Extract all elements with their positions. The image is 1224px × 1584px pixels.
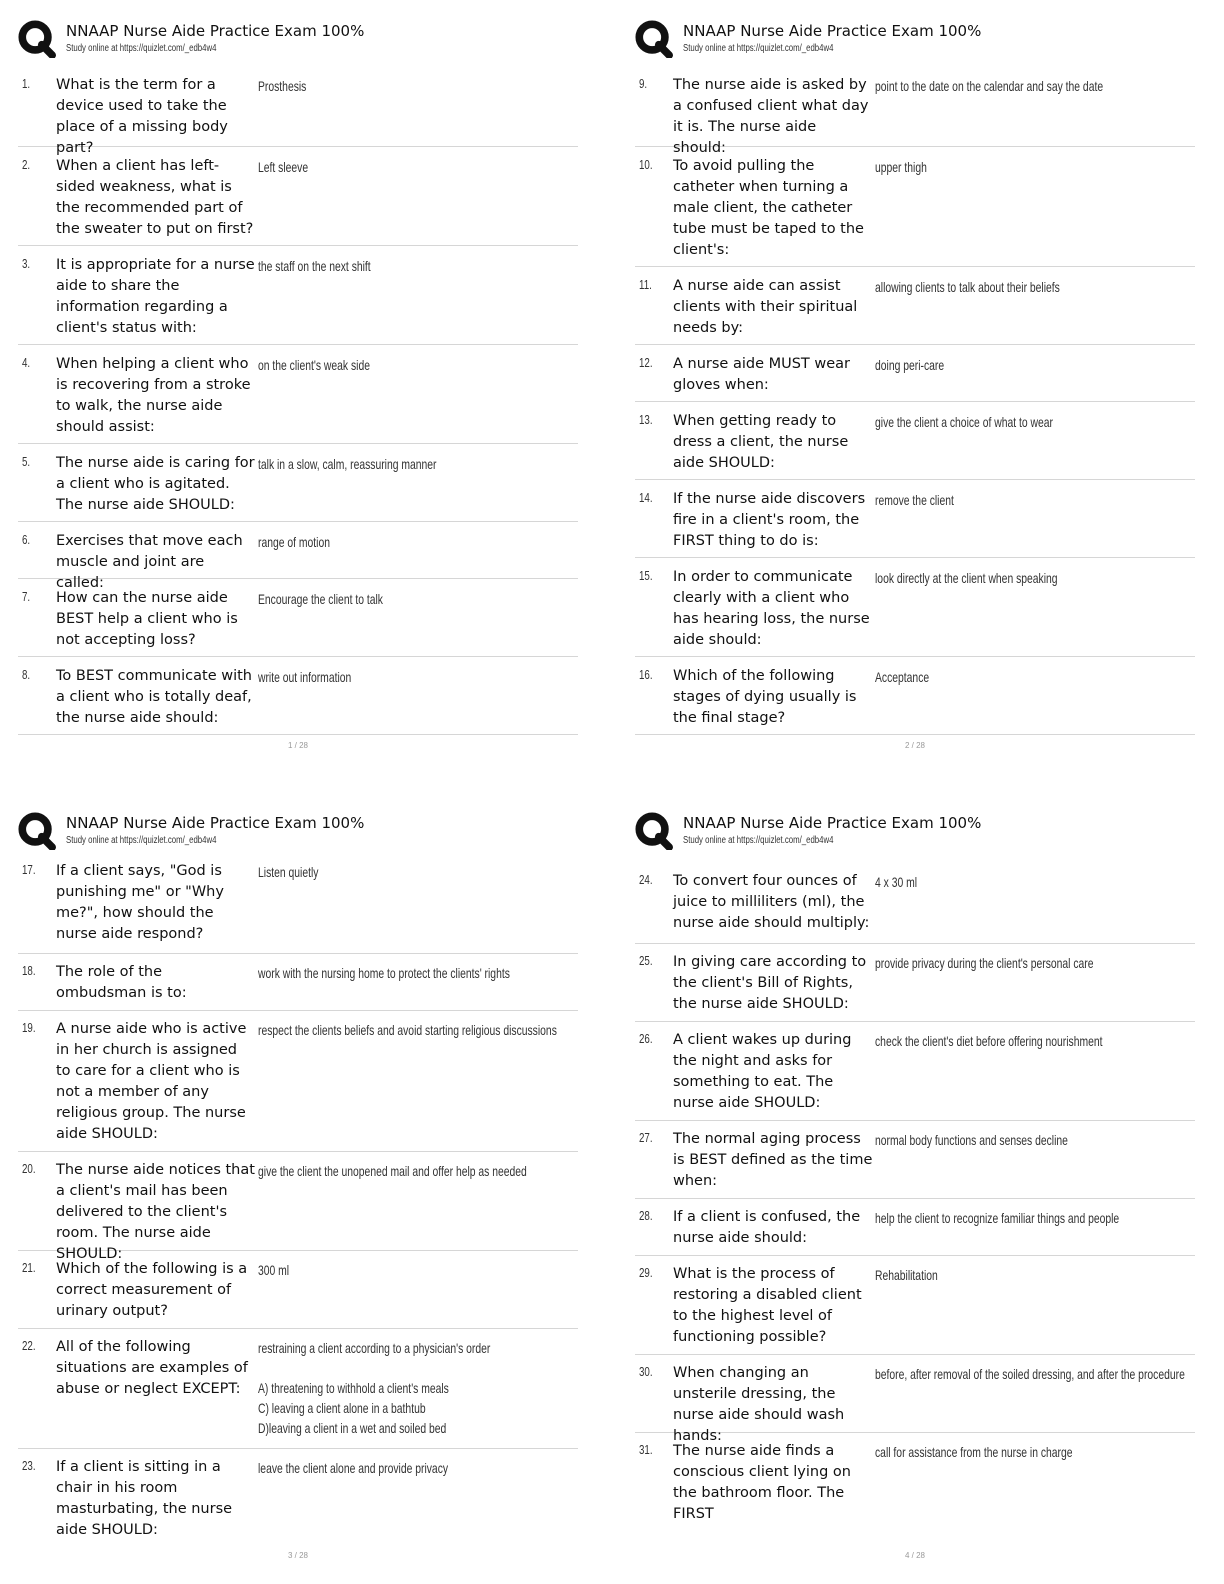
flashcard-row bbox=[18, 444, 578, 522]
card-number: 25. bbox=[639, 953, 653, 968]
card-term: When a client has left-sided weakness, what is the recommended part of the sweater to put on first? bbox=[56, 158, 254, 237]
card-number: 10. bbox=[639, 157, 653, 172]
flashcard-row bbox=[635, 1199, 1195, 1256]
flashcard-row bbox=[635, 480, 1195, 558]
flashcard-row bbox=[635, 657, 1195, 735]
flashcard-row bbox=[18, 345, 578, 444]
card-term: What is the term for a device used to take the place of a missing body part? bbox=[56, 77, 228, 156]
flashcard-row bbox=[635, 1121, 1195, 1199]
card-number: 17. bbox=[22, 862, 36, 877]
card-definition: Encourage the client to talk bbox=[258, 591, 383, 607]
page-title: NNAAP Nurse Aide Practice Exam 100% bbox=[66, 814, 365, 832]
flashcard-row bbox=[18, 1152, 578, 1262]
card-term: When getting ready to dress a client, the nurse aide SHOULD: bbox=[673, 413, 849, 471]
card-definition: write out information bbox=[258, 669, 352, 685]
card-number: 22. bbox=[22, 1338, 36, 1353]
card-definition: doing peri-care bbox=[875, 357, 945, 373]
page-number: 1 / 28 bbox=[287, 741, 308, 750]
card-number: 29. bbox=[639, 1265, 653, 1280]
card-term: To BEST communicate with a client who is totally deaf, the nurse aide should: bbox=[56, 668, 252, 726]
page-number: 3 / 28 bbox=[287, 1551, 308, 1560]
card-term: To avoid pulling the catheter when turning a male client, the catheter tube must be taped to the client's: bbox=[673, 158, 864, 258]
card-term: The role of the ombudsman is to: bbox=[56, 964, 187, 1001]
card-term: The nurse aide is caring for a client who is agitated. The nurse aide SHOULD: bbox=[56, 455, 255, 513]
card-term: The nurse aide finds a conscious client lying on the bathroom floor. The FIRST bbox=[673, 1443, 851, 1522]
card-definition: respect the clients beliefs and avoid starting religious discussions bbox=[258, 1022, 557, 1038]
card-number: 18. bbox=[22, 963, 36, 978]
flashcard-row bbox=[18, 246, 578, 345]
card-term: If a client says, "God is punishing me" or "Why me?", how should the nurse aide respond? bbox=[56, 863, 224, 942]
card-term: The normal aging process is BEST defined as the time when: bbox=[673, 1131, 873, 1189]
flashcard-row bbox=[18, 954, 578, 1011]
card-definition: Acceptance bbox=[875, 669, 930, 685]
card-number: 15. bbox=[639, 568, 653, 583]
card-number: 8. bbox=[22, 667, 31, 682]
card-definition: on the client's weak side bbox=[258, 357, 370, 373]
page-title: NNAAP Nurse Aide Practice Exam 100% bbox=[66, 22, 365, 40]
card-term: A client wakes up during the night and asks for something to eat. The nurse aide SHOULD: bbox=[673, 1032, 852, 1111]
flashcard-row bbox=[635, 1022, 1195, 1121]
flashcard-row bbox=[18, 1011, 578, 1152]
card-number: 31. bbox=[639, 1442, 653, 1457]
card-term: All of the following situations are examples of abuse or neglect EXCEPT: bbox=[56, 1339, 248, 1397]
quizlet-logo-icon bbox=[635, 20, 673, 58]
card-definition: range of motion bbox=[258, 534, 330, 550]
quizlet-logo-icon bbox=[18, 812, 56, 850]
card-number: 6. bbox=[22, 532, 31, 547]
flashcard-row bbox=[18, 66, 578, 156]
flashcard-row bbox=[635, 345, 1195, 402]
card-number: 12. bbox=[639, 355, 653, 370]
card-number: 30. bbox=[639, 1364, 653, 1379]
card-definition: talk in a slow, calm, reassuring manner bbox=[258, 456, 437, 472]
flashcard-row bbox=[635, 858, 1195, 944]
study-link[interactable]: Study online at https://quizlet.com/_edb4w4 bbox=[66, 835, 217, 846]
quizlet-logo-icon bbox=[18, 20, 56, 58]
card-number: 4. bbox=[22, 355, 31, 370]
card-number: 26. bbox=[639, 1031, 653, 1046]
card-definition: restraining a client according to a physician's order A) threatening to withhold a client's meals C) leaving a client alone in a bathtub D)leaving a client in a wet and soiled bed bbox=[258, 1340, 491, 1436]
card-number: 23. bbox=[22, 1458, 36, 1473]
card-number: 2. bbox=[22, 157, 31, 172]
card-term: When changing an unsterile dressing, the nurse aide should wash hands: bbox=[673, 1365, 845, 1444]
card-definition: work with the nursing home to protect the clients' rights bbox=[258, 965, 510, 981]
card-number: 20. bbox=[22, 1161, 36, 1176]
card-number: 14. bbox=[639, 490, 653, 505]
card-number: 5. bbox=[22, 454, 31, 469]
card-definition: before, after removal of the soiled dressing, and after the procedure bbox=[875, 1366, 1185, 1382]
card-term: How can the nurse aide BEST help a client who is not accepting loss? bbox=[56, 590, 238, 648]
card-term: The nurse aide notices that a client's mail has been delivered to the client's room. The nurse aide SHOULD: bbox=[56, 1162, 255, 1262]
flashcard-row bbox=[18, 1251, 578, 1329]
flashcard-row bbox=[635, 1433, 1195, 1522]
flashcard-row bbox=[18, 858, 578, 954]
page-1 bbox=[18, 18, 578, 788]
page-header bbox=[18, 810, 578, 856]
page-3 bbox=[18, 810, 578, 1580]
page-number: 4 / 28 bbox=[904, 1551, 925, 1560]
flashcard-list bbox=[18, 858, 578, 1538]
card-number: 3. bbox=[22, 256, 31, 271]
flashcard-row bbox=[635, 1256, 1195, 1355]
card-number: 24. bbox=[639, 872, 653, 887]
card-definition: allowing clients to talk about their beliefs bbox=[875, 279, 1060, 295]
card-term: A nurse aide MUST wear gloves when: bbox=[673, 356, 851, 393]
card-definition: leave the client alone and provide privacy bbox=[258, 1460, 449, 1476]
card-number: 16. bbox=[639, 667, 653, 682]
card-number: 27. bbox=[639, 1130, 653, 1145]
card-definition: provide privacy during the client's personal care bbox=[875, 955, 1094, 971]
card-term: If a client is confused, the nurse aide should: bbox=[673, 1209, 861, 1246]
flashcard-row bbox=[18, 1329, 578, 1449]
flashcard-row bbox=[18, 657, 578, 735]
flashcard-row bbox=[635, 147, 1195, 267]
flashcard-row bbox=[18, 1449, 578, 1538]
card-number: 21. bbox=[22, 1260, 36, 1275]
page-title: NNAAP Nurse Aide Practice Exam 100% bbox=[683, 22, 982, 40]
card-definition: 4 x 30 ml bbox=[875, 874, 918, 890]
flashcard-row bbox=[635, 402, 1195, 480]
card-term: Which of the following stages of dying usually is the final stage? bbox=[673, 668, 857, 726]
card-definition: 300 ml bbox=[258, 1262, 290, 1278]
card-number: 28. bbox=[639, 1208, 653, 1223]
flashcard-row bbox=[18, 522, 578, 591]
flashcard-row bbox=[18, 579, 578, 657]
study-link[interactable]: Study online at https://quizlet.com/_edb4w4 bbox=[683, 43, 834, 54]
card-definition: help the client to recognize familiar things and people bbox=[875, 1210, 1120, 1226]
card-definition: Listen quietly bbox=[258, 864, 319, 880]
card-term: What is the process of restoring a disabled client to the highest level of functioning possible? bbox=[673, 1266, 862, 1345]
page-header bbox=[18, 18, 578, 64]
card-term: If a client is sitting in a chair in his room masturbating, the nurse aide SHOULD: bbox=[56, 1459, 233, 1538]
card-definition: call for assistance from the nurse in charge bbox=[875, 1444, 1073, 1460]
flashcard-row bbox=[635, 66, 1195, 156]
card-number: 13. bbox=[639, 412, 653, 427]
card-definition: normal body functions and senses decline bbox=[875, 1132, 1068, 1148]
card-number: 9. bbox=[639, 76, 648, 91]
flashcard-row bbox=[635, 558, 1195, 657]
card-term: Exercises that move each muscle and joint are called: bbox=[56, 533, 243, 591]
card-definition: look directly at the client when speaking bbox=[875, 570, 1058, 586]
flashcard-row bbox=[635, 267, 1195, 345]
card-term: Which of the following is a correct measurement of urinary output? bbox=[56, 1261, 248, 1319]
card-definition: give the client the unopened mail and offer help as needed bbox=[258, 1163, 527, 1179]
card-number: 11. bbox=[639, 277, 652, 292]
page-2 bbox=[635, 18, 1195, 788]
card-definition: Prosthesis bbox=[258, 78, 307, 94]
flashcard-list bbox=[635, 858, 1195, 1522]
card-number: 1. bbox=[22, 76, 31, 91]
card-definition: point to the date on the calendar and say the date bbox=[875, 78, 1104, 94]
card-definition: remove the client bbox=[875, 492, 954, 508]
card-term: If the nurse aide discovers fire in a client's room, the FIRST thing to do is: bbox=[673, 491, 866, 549]
study-link[interactable]: Study online at https://quizlet.com/_edb4w4 bbox=[683, 835, 834, 846]
page-header bbox=[635, 18, 1195, 64]
card-term: A nurse aide can assist clients with their spiritual needs by: bbox=[673, 278, 858, 336]
flashcard-row bbox=[635, 1355, 1195, 1444]
card-term: In giving care according to the client's Bill of Rights, the nurse aide SHOULD: bbox=[673, 954, 867, 1012]
flashcard-row bbox=[18, 147, 578, 246]
flashcard-row bbox=[635, 944, 1195, 1022]
card-term: The nurse aide is asked by a confused client what day it is. The nurse aide should: bbox=[673, 77, 869, 156]
card-definition: check the client's diet before offering nourishment bbox=[875, 1033, 1103, 1049]
page-title: NNAAP Nurse Aide Practice Exam 100% bbox=[683, 814, 982, 832]
card-term: A nurse aide who is active in her church is assigned to care for a client who is not a member of any religious group. The nurse aide SHOULD: bbox=[56, 1021, 247, 1142]
card-definition: the staff on the next shift bbox=[258, 258, 371, 274]
card-term: It is appropriate for a nurse aide to share the information regarding a client's status with: bbox=[56, 257, 255, 336]
page-header bbox=[635, 810, 1195, 856]
flashcard-list bbox=[635, 66, 1195, 735]
card-definition: Left sleeve bbox=[258, 159, 309, 175]
card-definition: upper thigh bbox=[875, 159, 927, 175]
card-definition: Rehabilitation bbox=[875, 1267, 938, 1283]
card-term: When helping a client who is recovering from a stroke to walk, the nurse aide should assist: bbox=[56, 356, 251, 435]
quizlet-logo-icon bbox=[635, 812, 673, 850]
card-term: To convert four ounces of juice to milliliters (ml), the nurse aide should multiply: bbox=[673, 873, 870, 931]
card-number: 7. bbox=[22, 589, 31, 604]
card-term: In order to communicate clearly with a client who has hearing loss, the nurse aide should: bbox=[673, 569, 870, 648]
page-4 bbox=[635, 810, 1195, 1580]
flashcard-list bbox=[18, 66, 578, 735]
page-number: 2 / 28 bbox=[904, 741, 925, 750]
study-link[interactable]: Study online at https://quizlet.com/_edb4w4 bbox=[66, 43, 217, 54]
card-number: 19. bbox=[22, 1020, 36, 1035]
card-definition: give the client a choice of what to wear bbox=[875, 414, 1053, 430]
